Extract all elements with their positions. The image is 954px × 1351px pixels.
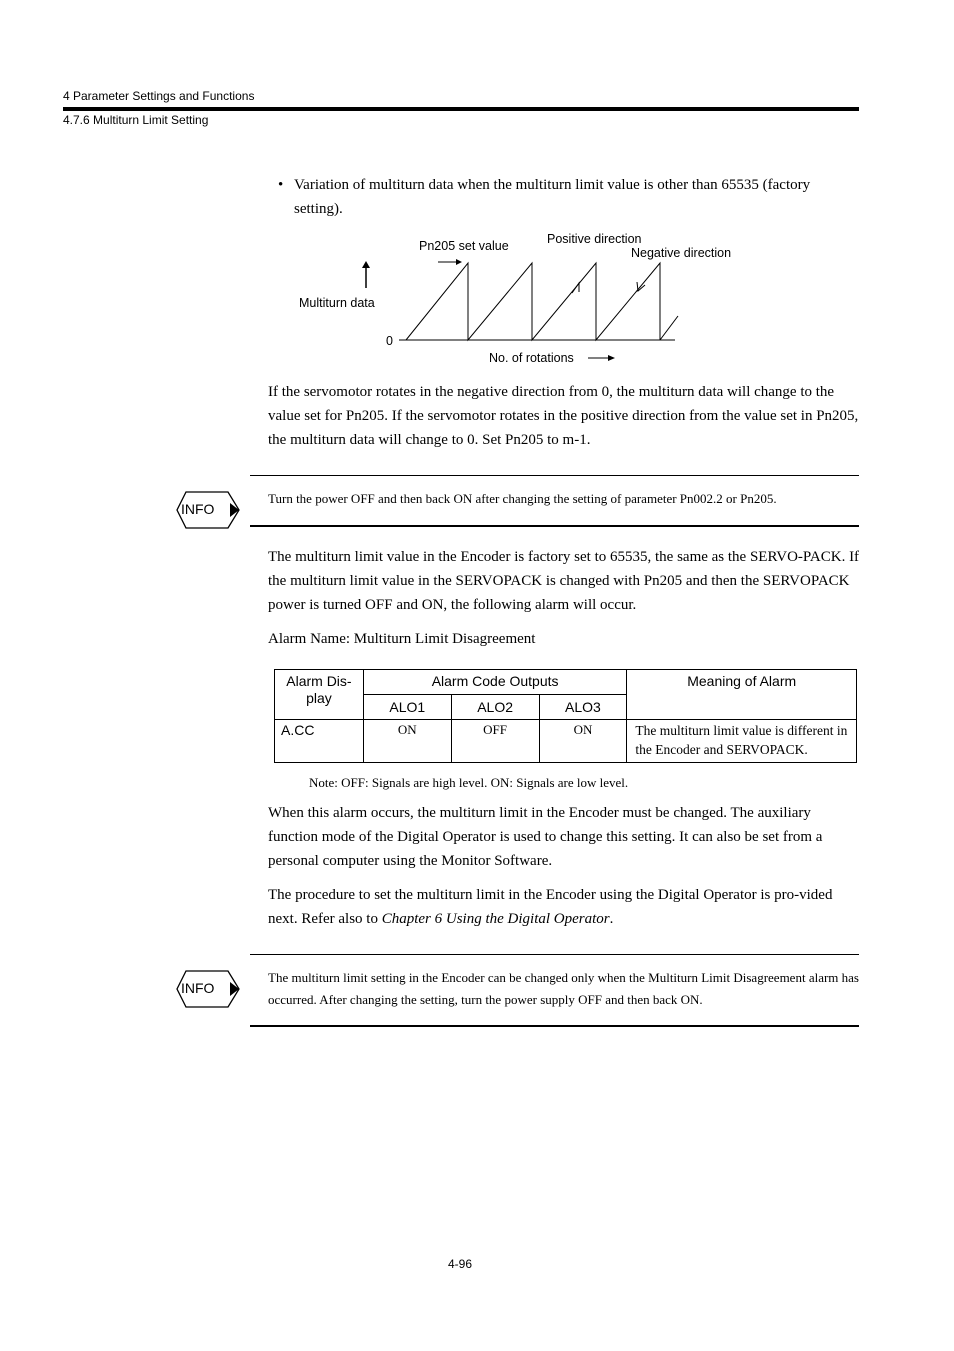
chapter-title: 4 Parameter Settings and Functions	[63, 89, 255, 103]
cell-alarm-display: A.CC	[275, 720, 364, 763]
header-meaning: Meaning of Alarm	[627, 670, 857, 720]
procedure-end: .	[609, 911, 614, 927]
info2-top-rule	[250, 954, 859, 955]
x-axis-arrowhead	[608, 355, 615, 361]
paragraph-alarm-occurs: When this alarm occurs, the multiturn limit in the Encoder must be changed. The auxiliary function mode of the Digital Operator is used to change this setting. It can also be set from a personal computer using the Monitor Software.	[268, 805, 823, 869]
header-alo2: ALO2	[451, 695, 539, 720]
positive-direction-arrow	[572, 283, 579, 293]
sawtooth-line	[406, 263, 660, 340]
header-alo1: ALO1	[363, 695, 451, 720]
cell-alo3: ON	[539, 720, 627, 763]
bullet-symbol: •	[278, 177, 284, 193]
info1-bottom-rule	[250, 525, 859, 527]
pn205-arrowhead	[456, 259, 462, 265]
bullet-text: Variation of multiturn data when the multiturn limit value is other than 65535 (factory setting).	[294, 177, 811, 217]
paragraph-factory-set: The multiturn limit value in the Encoder is factory set to 65535, the same as the SERVO-PACK. If the multiturn limit value in the SERVOPACK is changed with Pn205 and then the SERVOPACK power is turned OFF and ON, the following alarm will occur.	[268, 549, 860, 613]
info2-icon-label: INFO	[181, 980, 215, 996]
paragraph-direction: If the servomotor rotates in the negative direction from 0, the multiturn data will change to the value set for Pn205. If the servomotor rotates in the positive direction from the value set in Pn205, the multiturn data will change to 0. Set Pn205 to m-1.	[268, 384, 859, 448]
info1-text: Turn the power OFF and then back ON after changing the setting of parameter Pn002.2 or Pn205.	[268, 491, 777, 506]
table-note: Note: OFF: Signals are high level. ON: Signals are low level.	[309, 775, 629, 790]
table-header-row	[275, 670, 857, 695]
sawtooth-tail	[660, 316, 678, 340]
procedure-text: The procedure to set the multiturn limit in the Encoder using the Digital Operator is pro-vided next. Refer also to	[268, 887, 833, 927]
info2-bottom-rule	[250, 1025, 859, 1027]
paragraph-procedure	[268, 883, 860, 931]
info1-top-rule	[250, 475, 859, 476]
cell-alo2: OFF	[451, 720, 539, 763]
pn205-set-value-label: Pn205 set value	[419, 239, 509, 253]
table-row	[275, 720, 857, 763]
alarm-table	[274, 669, 857, 763]
y-axis-arrowhead	[362, 261, 370, 268]
info1-icon-label: INFO	[181, 501, 215, 517]
rotations-label: No. of rotations	[489, 351, 574, 365]
chapter-reference: Chapter 6 Using the Digital Operator	[381, 911, 610, 927]
cell-alo1: ON	[363, 720, 451, 763]
origin-label: 0	[386, 334, 393, 348]
header-alarm-display: Alarm Dis-play	[275, 670, 364, 720]
page-number: 4-96	[448, 1257, 473, 1271]
info2-text: The multiturn limit setting in the Encoder can be changed only when the Multiturn Limit Disagreement alarm has occurred. After changing the setting, turn the power supply OFF and then back ON.	[268, 970, 859, 1007]
section-title: 4.7.6 Multiturn Limit Setting	[63, 113, 209, 127]
header-rule	[63, 107, 859, 111]
alarm-name: Alarm Name: Multiturn Limit Disagreement	[268, 631, 536, 647]
multiturn-data-label: Multiturn data	[299, 296, 375, 310]
header-alarm-code-outputs: Alarm Code Outputs	[363, 670, 627, 695]
cell-meaning: The multiturn limit value is different in the Encoder and SERVOPACK.	[627, 720, 857, 763]
negative-direction-label: Negative direction	[631, 246, 732, 260]
header-alo3: ALO3	[539, 695, 627, 720]
positive-direction-label: Positive direction	[547, 232, 642, 246]
